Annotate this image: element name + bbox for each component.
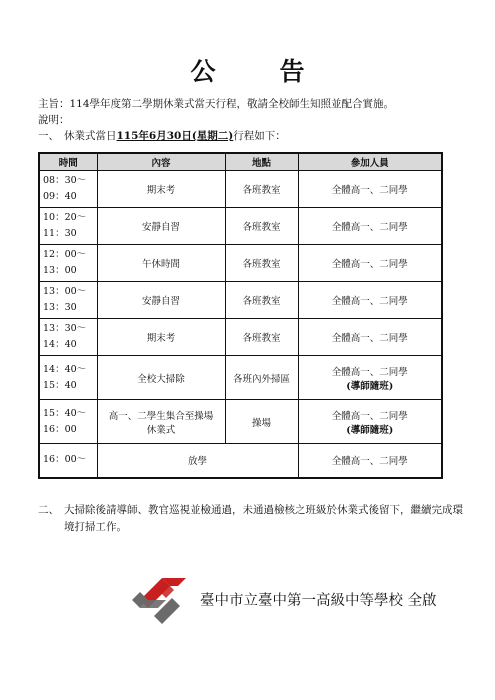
table-row [39,171,442,208]
table-row [39,208,442,245]
subject-line: 主旨：114學年度第二學期休業式當天行程，敬請全校師生知照並配合實施。 [38,98,395,110]
time-cell [39,319,97,356]
time-end: 13：00 [43,265,77,276]
time-cell: 16：00～ [39,444,97,478]
time-cell [39,245,97,282]
content-cell: 放學 [97,444,298,478]
participants-text: 全體高一、二同學 [331,366,408,378]
time-end: 15：40 [43,379,77,391]
time-cell [39,282,97,319]
participants-text: 全體高一、二同學 [331,410,408,422]
item-2-text: 大掃除後請導師、教官巡視並檢通過，未通過檢核之班級於休業式後留下，繼續完成環境打掃工作。 [64,504,463,533]
participants-cell [298,400,442,444]
content-line-1: 高一、二學生集合至操場 [108,410,214,422]
time-end: 13：30 [43,302,77,313]
content-cell: 安靜自習 [97,208,225,245]
time-cell [39,356,97,400]
content-cell: 期末考 [97,319,225,356]
table-row [39,356,442,400]
header-location: 地點 [225,153,298,171]
time-end: 16：00 [43,423,77,435]
content-cell: 期末考 [97,171,225,208]
location-cell: 各班教室 [225,208,298,245]
item-2-number: 二、 [38,504,59,516]
explanation-label: 說明： [38,114,70,126]
content-cell: 午休時間 [97,245,225,282]
table-row [39,319,442,356]
time-start: 13：30～ [43,323,87,334]
item-1-number: 一、 [38,130,59,142]
time-start: 08：30～ [43,175,87,186]
participants-cell: 全體高一、二同學 [298,319,442,356]
participants-cell [298,356,442,400]
time-start: 12：00～ [43,249,87,260]
time-cell [39,171,97,208]
time-end: 14：40 [43,339,77,350]
participants-cell: 全體高一、二同學 [298,282,442,319]
content-line-2: 休業式 [146,424,176,436]
table-row [39,282,442,319]
location-cell: 操場 [225,400,298,444]
notice-title-char-2: 告 [279,57,305,86]
content-cell [97,400,225,444]
time-start: 13：00～ [43,286,87,297]
schedule-table [38,152,443,479]
time-start: 10：20～ [43,212,87,223]
participants-cell: 全體高一、二同學 [298,444,442,478]
table-row [39,400,442,444]
item-1-prefix: 休業式當日 [64,130,117,142]
time-cell [39,400,97,444]
location-cell: 各班教室 [225,319,298,356]
header-participants: 參加人員 [298,153,442,171]
notice-title-char-1: 公 [190,57,216,86]
time-start: 15：40～ [43,407,87,419]
header-content: 內容 [97,153,225,171]
school-signature: 臺中市立臺中第一高級中等學校 全啟 [200,593,437,609]
homeroom-note: (導師隨班) [346,424,394,436]
participants-cell: 全體高一、二同學 [298,208,442,245]
homeroom-note: (導師隨班) [346,380,394,392]
table-header-row [39,153,442,171]
notice-title [0,52,495,88]
location-cell: 各班教室 [225,171,298,208]
time-cell [39,208,97,245]
table-row [39,245,442,282]
item-1-date: 115年6月30日(星期二) [116,130,234,142]
participants-cell: 全體高一、二同學 [298,171,442,208]
school-logo-icon [128,570,190,624]
content-cell: 安靜自習 [97,282,225,319]
participants-cell: 全體高一、二同學 [298,245,442,282]
location-cell: 各班內外掃區 [225,356,298,400]
location-cell: 各班教室 [225,282,298,319]
location-cell: 各班教室 [225,245,298,282]
time-end: 09：40 [43,191,77,202]
time-start: 14：40～ [43,363,87,375]
item-1-suffix: 行程如下： [233,130,286,142]
header-time: 時間 [39,153,97,171]
item-1 [38,128,286,143]
table-row [39,444,442,478]
time-end: 11：30 [43,228,77,239]
item-2 [38,502,464,536]
content-cell: 全校大掃除 [97,356,225,400]
